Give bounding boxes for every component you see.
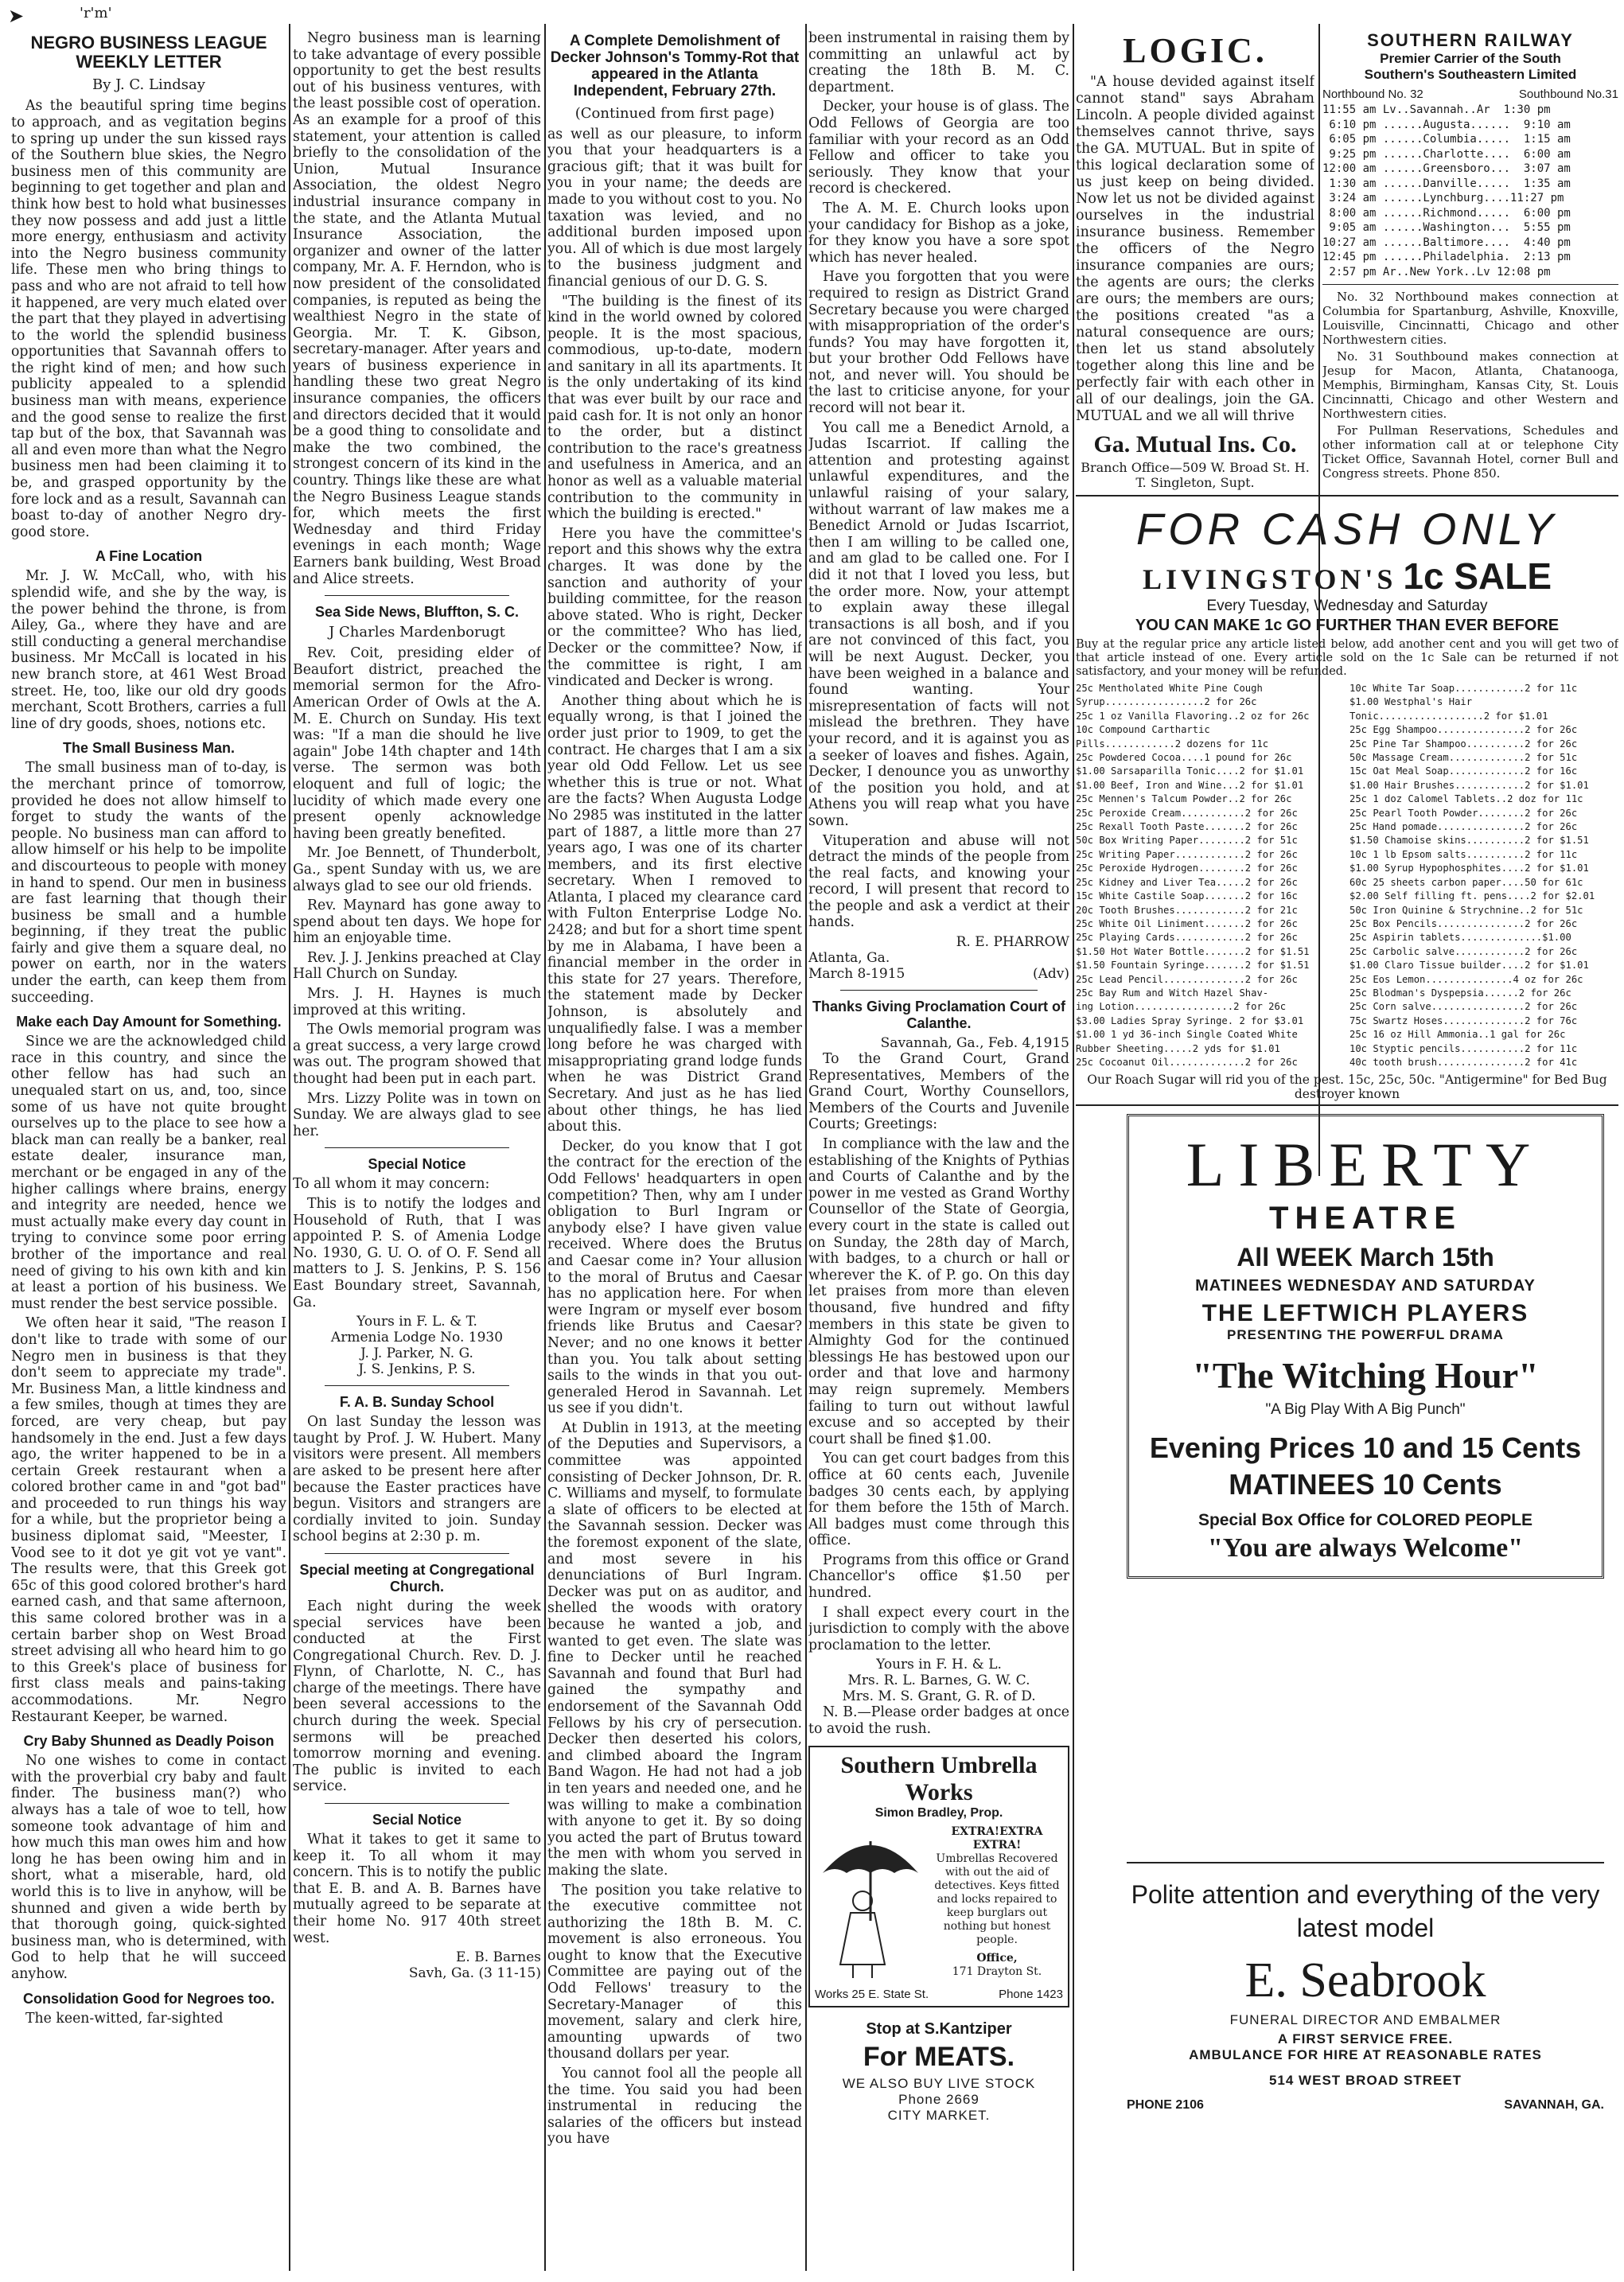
price-item: 25c Box Pencils...............2 for 26c <box>1349 917 1578 929</box>
divider <box>325 1147 509 1148</box>
signature-line: R. E. PHARROW <box>956 934 1069 951</box>
railway-ad <box>1322 30 1618 508</box>
umbrella-ad-extra: EXTRA!EXTRA EXTRA! <box>951 1824 1043 1852</box>
paragraph: I shall expect every court in the jurisdiction to comply with the above proclamation to the letter. <box>808 1604 1069 1653</box>
subhead: F. A. B. Sunday School <box>339 1394 495 1411</box>
sale-tagline: YOU CAN MAKE 1c GO FURTHER THAN EVER BEFORE <box>1135 617 1560 634</box>
price-item: 25c 1 doz Calomel Tablets..2 doz for 11c <box>1349 793 1583 805</box>
column-2 <box>293 30 541 2268</box>
price-item: 25c Bay Rum and Witch Hazel Shav- <box>1076 987 1269 999</box>
paragraph: The Owls memorial program was a great success, a very large crowd was out. The program showed that thought had been put in each part. <box>293 1022 541 1088</box>
paragraph: Rev. J. J. Jenkins preached at Clay Hall Church on Sunday. <box>293 949 541 983</box>
column-rule <box>544 24 546 2271</box>
divider <box>325 1803 509 1804</box>
dateline: Savannah, Ga., Feb. 4,1915 <box>880 1035 1069 1052</box>
livingston-name: LIVINGSTON'S <box>1142 563 1397 595</box>
paragraph: Decker, do you know that I got the contract for the erection of the Odd Fellows' headquarters in open competition? Then, why am I under obligation to Burl Ingram or anybody else? I have given value received. Where does the Brutus and Caesar come in? Your allusion to the moral of Brutus and Caesar has no application here. For when were Ingram or myself ever bosom friends like Brutus and Caesar? Never; and no one knows it better than you. You talk about setting sails to the winds in that you out-generaled Herod in Savannah. Let us see if you didn't. <box>547 1138 802 1417</box>
ga-mutual-branch: Branch Office—509 W. Broad St. H. T. Singleton, Supt. <box>1081 460 1310 490</box>
railway-title: SOUTHERN RAILWAY <box>1367 30 1574 50</box>
seabrook-service: A FIRST SERVICE FREE. <box>1277 2031 1454 2046</box>
umbrella-ad-address: 171 Drayton St. <box>952 1965 1042 1978</box>
railway-timetable <box>1322 103 1618 279</box>
paragraph: Decker, your house is of glass. The Odd Fellows of Georgia are too familiar with your record as an Odd Fellow and officer to take you seriously. They know that your record is checkered. <box>808 99 1069 197</box>
liberty-matinees: MATINEES WEDNESDAY AND SATURDAY <box>1195 1277 1536 1295</box>
price-item: Syrup.................2 for 26c <box>1076 696 1257 708</box>
timetable-row: 11:55 am Lv..Savannah..Ar 1:30 pm <box>1322 103 1551 116</box>
paragraph: Mrs. J. H. Haynes is much improved at this writing. <box>293 986 541 1018</box>
meats-ad-headline: For MEATS. <box>863 2041 1015 2072</box>
paragraph: Here you have the committee's report and this shows why the extra charges. It was done by the sanction and authority of your building committee, for the reason above stated. Who is right, Decker or the committee? Who has lied, Decker or the committee? Now, if the committee is right, I am vindicated and Decker is wrong. <box>547 525 802 690</box>
price-item: 25c Egg Shampoo...............2 for 26c <box>1349 724 1578 736</box>
price-list-right <box>1349 682 1618 1069</box>
price-item: $1.00 Sarsaparilla Tonic....2 for $1.01 <box>1076 765 1304 777</box>
umbrella-ad-title: Southern Umbrella Works <box>840 1751 1038 1805</box>
umbrella-ad-phone: Phone 1423 <box>999 1987 1063 2001</box>
livingston-sale-line <box>1076 555 1618 598</box>
paragraph: In compliance with the law and the establishing of the Knights of Pythias and Courts of Calanthe and by the power in me vested as Grand Worthy Counsellor of the State of Georgia, every court in the state is called out on Sunday, the 28th day of March, with badges, to a church or hall or wherever the K. of P. go. On this day let praises from more than eleven thousand, five hundred and fifty members in this state be given to Almighty God for the continued blessings He has bestowed upon our order and that love and harmony may reign supremely. Members failing to turn out without lawful excuse and so accepted by their court shall be fined $1.00. <box>808 1136 1069 1447</box>
railway-note: No. 31 Southbound makes connection at Jesup for Macon, Atlanta, Chatanooga, Memphis, Birmingham, Kansas City, St. Louis Cincinnatti, Chicago and other Western and Northwestern cities. <box>1322 349 1618 421</box>
railway-subtitle: Premier Carrier of the South <box>1380 51 1561 66</box>
paragraph: To all whom it may concern: <box>293 1176 490 1193</box>
signature-line: Yours in F. H. & L. <box>876 1657 1002 1673</box>
price-item: 50c Box Writing Paper........2 for 51c <box>1076 835 1298 847</box>
liberty-box-office: Special Box Office for COLORED PEOPLE <box>1198 1511 1533 1529</box>
timetable-row: 6:05 pm ......Columbia..... 1:15 am <box>1322 133 1571 146</box>
umbrella-ad-office: Office, <box>976 1951 1018 1965</box>
liberty-theatre-ad <box>1127 1114 1604 1579</box>
meats-ad-phone: Phone 2669 <box>898 2091 979 2107</box>
seabrook-ambulance: AMBULANCE FOR HIRE AT REASONABLE RATES <box>1189 2047 1542 2062</box>
price-item: $1.00 Syrup Hypophosphites....2 for $1.01 <box>1349 863 1589 874</box>
timetable-row: 3:24 am ......Lynchburg....11:27 pm <box>1322 192 1564 204</box>
paragraph: As the beautiful spring time begins to approach, and as vegitation begins to spring up under the sun kissed rays of the Southern blue skies, the Negro business men of this community are beginning to get together and plan and think how best to hold what businesses they now possess and add just a little more energy, enthusiasm and activity into the Negro business community life. These men who bring things to pass and who are not afraid to tell how it happened, are very much elated over the part that they played in advertising to the world the splendid business opportunities that Savannah offers to the right kind of men; and how such publicity appealed to a splendid business man with means, experience and the good sense to realize the first tap but of the box, that Savannah was all and even more than what the Negro business men had been claiming it to be, and grasped opportunity by the fore lock and as a result, Savannah can boast to-day of another Negro dry-good store. <box>11 98 286 540</box>
column-rule <box>805 24 807 2271</box>
liberty-week: All WEEK March 15th <box>1236 1243 1494 1271</box>
paragraph: Another thing about which he is equally wrong, is that I joined the order just prior to 1909, to get the contract. He charges that I am a six year old Odd Fellow. Let us see whether this is true or not. What are the facts? When Augusta Lodge No 2985 was instituted in the latter part of 1887, a little more than 27 years ago, I was one of its charter members, and its first elective secretary. When I removed to Atlanta, I placed my clearance card with Fulton Enterprise Lodge No. 2428; and but for a short time spent by me in Alabama, I have been a financial member in the order in this state for 27 years. Therefore, the statement made by Decker Johnson, is absolutely and unqualifiedly false. I was a member long before he was charged with misappropriating grand lodge funds when he was District Grand Secretary. And just as he has lied about other things, he has lied about this. <box>547 692 802 1135</box>
liberty-theatre-word: THEATRE <box>1269 1201 1462 1236</box>
column-rule <box>1073 24 1074 2271</box>
byline: By J. C. Lindsay <box>92 76 205 94</box>
railway-note: No. 32 Northbound makes connection at Columbia for Spartanburg, Ashville, Knoxville, Louisville, Cincinnatti, Chicago and other Northwestern cities. <box>1322 290 1618 347</box>
price-item: $2.00 Self filling ft. pens....2 for $2.01 <box>1349 890 1595 902</box>
subhead: Secial Notice <box>372 1812 462 1828</box>
price-item: $1.00 Westphal's Hair <box>1349 696 1473 708</box>
signature-line: J. S. Jenkins, P. S. <box>358 1361 476 1378</box>
ga-mutual-company: Ga. Mutual Ins. Co. <box>1093 431 1297 458</box>
price-item: 40c tooth brush...............2 for 41c <box>1349 1056 1578 1068</box>
one-cent-sale: 1c SALE <box>1403 555 1552 597</box>
signature-line: Savh, Ga. (3 11-15) <box>408 1965 541 1982</box>
price-item: 25c Carbolic salve............2 for 26c <box>1349 945 1578 957</box>
place-line: Atlanta, Ga. <box>808 950 890 967</box>
meats-ad-line: Stop at S.Kantziper <box>866 2019 1012 2038</box>
meats-ad-line: WE ALSO BUY LIVE STOCK <box>842 2075 1036 2091</box>
paragraph: We often hear it said, "The reason I don't like to trade with some of our Negro men in business is that they don't seem to appreciate my trade". Mr. Business Man, a little kindness and a few smiles, though at times they are forced, are very cheap, but pay handsomely in the end. Just a few days ago, the writer happened to be in a certain Greek restaurant when a colored brother came in and "got bad" and proceeded to run things his way for a while, but the proprietor being a business diplomat said, "Meester, I Vood see to it dot ye git vot ye vant". The results were, that this Greek got 65c of this good colored brother's hard earned cash, and that same afternoon, this same colored brother was in a certain barber shop on West Broad street advising all who heard him to go to this Greek's place of business for first class meals and pains-taking accommodations. Mr. Negro Restaurant Keeper, be warned. <box>11 1315 286 1725</box>
price-item: 25c Hand pomade...............2 for 26c <box>1349 821 1578 833</box>
byline: J Charles Mardenborugt <box>329 624 505 641</box>
paragraph: Since we are the acknowledged child race in this country, and since the other fellow has had such an unequaled start on us, and, too, since some of us have not quite brought ourselves up to the place to see how a black man can really be a banker, real estate dealer, insurance man, merchant or be engaged in any of the higher callings where brains, energy and integrity are needed, hence we must actually make every day count in trying to convince some poor erring brother of the importance and real need of giving to his own kith and kin at least a portion of his business. We must render the best service possible. <box>11 1034 286 1312</box>
timetable-row: 12:45 pm ......Philadelphia. 2:13 pm <box>1322 251 1571 263</box>
seabrook-footer <box>1127 2098 1604 2113</box>
paragraph: You can get court badges from this office at 60 cents each, Juvenile badges 30 cents each, by applying for them before the 15th of March. All badges must come through this office. <box>808 1451 1069 1549</box>
divider <box>325 595 509 596</box>
railway-note: For Pullman Reservations, Schedules and other information call at or telephone City Ticket Office, Savannah Hotel, corner Bull and Congress streets. Phone 850. <box>1322 423 1618 481</box>
railway-table-header <box>1322 88 1618 101</box>
timetable-row: 9:05 am ......Washington... 5:55 pm <box>1322 221 1571 234</box>
paragraph: Mr. Joe Bennett, of Thunderbolt, Ga., spent Sunday with us, we are always glad to see our old friends. <box>293 845 541 894</box>
umbrella-girl-illustration-icon <box>815 1825 926 1984</box>
liberty-players: THE LEFTWICH PLAYERS <box>1201 1300 1529 1326</box>
signature-line: E. B. Barnes <box>455 1949 541 1966</box>
price-item: 10c Styptic pencils...........2 for 11c <box>1349 1042 1578 1054</box>
paragraph: Rev. Coit, presiding elder of Beaufort district, preached the memorial sermon for the Afro-American Order of Owls at the A. M. E. Church on Sunday. His text was: "If a man die should he live again" Jobe 14th chapter and 14th verse. The sermon was both eloquent and full of logic; the lucidity of which made every one present openly acknowledge having been greatly benefited. <box>293 645 541 842</box>
price-item: 25c Corn salve................2 for 26c <box>1349 1001 1578 1013</box>
price-item: Tonic..................2 for $1.01 <box>1349 710 1548 722</box>
divider <box>325 1553 509 1554</box>
paragraph: What it takes to get it same to keep it. To all whom it may concern. This is to notify the public that E. B. and A. B. Barnes have mutually agreed to be separate at their home No. 917 40th street west. <box>293 1832 541 1946</box>
seabrook-city: SAVANNAH, GA. <box>1504 2098 1604 2112</box>
umbrella-ad-works: Works 25 E. State St. <box>815 1987 929 2001</box>
headline-business-league: NEGRO BUSINESS LEAGUE WEEKLY LETTER <box>30 33 267 72</box>
column-rule <box>289 24 290 2271</box>
roach-sugar-note: Our Roach Sugar will rid you of the pest. 15c, 25c, 50c. "Antigermine" for Bed Bug destroyer known <box>1087 1073 1607 1102</box>
meats-ad-market: CITY MARKET. <box>887 2107 991 2123</box>
liberty-evening-prices: Evening Prices 10 and 15 Cents <box>1149 1431 1582 1464</box>
timetable-row: 1:30 am ......Danville..... 1:35 am <box>1322 177 1571 190</box>
logic-ad-title: LOGIC. <box>1123 31 1268 70</box>
price-item: 25c Pearl Tooth Powder........2 for 26c <box>1349 807 1578 819</box>
adv-mark: (Adv) <box>1032 966 1069 983</box>
folio-mark: 'r'm' <box>80 5 112 21</box>
price-item: 15c Oat Meal Soap.............2 for 16c <box>1349 765 1578 777</box>
subhead: Consolidation Good for Negroes too. <box>23 1990 275 2007</box>
subhead: Make each Day Amount for Something. <box>16 1014 282 1030</box>
liberty-matinee-price: MATINEES 10 Cents <box>1229 1468 1502 1501</box>
price-item: $1.50 Chamoise skins..........2 for $1.51 <box>1349 835 1589 847</box>
liberty-name: LIBERTY <box>1186 1130 1545 1199</box>
price-item: 60c 25 sheets carbon paper....50 for 61c <box>1349 876 1583 888</box>
paragraph: Programs from this office or Grand Chancellor's office $1.50 per hundred. <box>808 1552 1069 1602</box>
price-list-left <box>1076 682 1345 1069</box>
paragraph: The small business man of to-day, is the merchant prince of tomorrow, provided he does not allow himself to forget to study the wants of the people. No business man can afford to allow himself or his help to be impolite and discourteous to people with money in hand to spend. Our men in business are fast learning that though their business be small and a humble beginning, if they treat the public fairly and give them a square deal, no power on earth, nor in the waters under the earth, can keep them from succeeding. <box>11 760 286 1006</box>
price-item: 10c 1 lb Epsom salts..........2 for 11c <box>1349 848 1578 860</box>
subhead: Sea Side News, Bluffton, S. C. <box>314 604 520 621</box>
price-item: 10c White Tar Soap............2 for 11c <box>1349 683 1578 694</box>
corner-mark: ➤ <box>8 5 25 27</box>
price-item: 25c Aspirin tablets..............$1.00 <box>1349 932 1571 944</box>
umbrella-ad-body <box>815 1825 1063 1984</box>
date: March 8-1915 <box>808 966 905 983</box>
paragraph: Mr. J. W. McCall, who, with his splendid wife, and she by the way, is the power behind the throne, is from Ailey, Ga., where they have and are still conducting a general merchandise business. Mr McCall is located in his new branch store, at 461 West Broad street. He, too, like our old dry goods merchant, Scott Brothers, carries a full line of dry goods, shoes, notions etc. <box>11 568 286 732</box>
sale-days: Every Tuesday, Wednesday and Saturday <box>1206 598 1488 614</box>
price-item: Pills............2 dozens for 11c <box>1076 738 1269 750</box>
price-item: $1.00 Beef, Iron and Wine...2 for $1.01 <box>1076 779 1304 791</box>
divider <box>840 990 1038 991</box>
paragraph: The A. M. E. Church looks upon your candidacy for Bishop as a joke, for they know you have a sore spot which has never healed. <box>808 200 1069 266</box>
paragraph: Negro business man is learning to take advantage of every possible opportunity to get the best results out of his business ventures, with the least possible cost of operation. As an example for a proof of this statement, your attention is called briefly to the consolidation of the Union, Mutual Insurance Association, the oldest Negro industrial insurance company in the state, and the Atlanta Mutual Insurance Association, the organizer and owner of the latter company, Mr. A. F. Herndon, who is now president of the consolidated companies, is reputed as being the wealthiest Negro in the state of Georgia. Mr. T. K. Gibson, secretary-manager. After years and years of business experience in handling these two great Negro insurance companies, the officers and directors decided that it would be a good thing to consolidate and make the two combined, the strongest concern of its kind in the country. Things like these are what the Negro Business League stands for, which meets the first Wednesday and third Friday evenings in each month; Wage Earners bank building, West Broad and Alice streets. <box>293 30 541 587</box>
subhead: Cry Baby Shunned as Deadly Poison <box>23 1733 275 1750</box>
price-item: $1.50 Fountain Syringe.......2 for $1.51 <box>1076 960 1310 972</box>
southbound-label: Southbound No.31 <box>1518 88 1618 101</box>
price-item: 25c Rexall Tooth Paste.......2 for 26c <box>1076 821 1298 833</box>
price-item: 50c Massage Cream.............2 for 51c <box>1349 752 1578 764</box>
column-3 <box>547 30 802 2268</box>
umbrella-ad-footer <box>815 1988 1063 2001</box>
timetable-row: 6:10 pm ......Augusta...... 9:10 am <box>1322 118 1571 131</box>
kantziper-meats-ad <box>808 2020 1069 2124</box>
seabrook-polite: Polite attention and everything of the very latest model <box>1131 1880 1600 1942</box>
liberty-presenting: PRESENTING THE POWERFUL DRAMA <box>1227 1327 1504 1342</box>
seabrook-title: FUNERAL DIRECTOR AND EMBALMER <box>1229 2012 1501 2027</box>
price-item: 25c Lead Pencil..............2 for 26c <box>1076 973 1298 985</box>
subhead: The Small Business Man. <box>62 740 236 757</box>
price-list <box>1076 682 1618 1069</box>
price-item: $3.00 Ladies Spray Syringe. 2 for $3.01 <box>1076 1014 1304 1026</box>
timetable-row: 10:27 am ......Baltimore.... 4:40 pm <box>1322 236 1571 249</box>
signature-line: J. J. Parker, N. G. <box>360 1345 473 1362</box>
liberty-welcome: "You are always Welcome" <box>1207 1533 1524 1563</box>
paragraph: Vituperation and abuse will not detract the minds of the people from the real facts, and knowing your record, I will present that record to the people and ask a verdict at their hands. <box>808 832 1069 931</box>
subhead: Thanks Giving Proclamation Court of Calanthe. <box>812 999 1066 1032</box>
subhead: Special Notice <box>368 1156 466 1173</box>
price-item: 25c 1 oz Vanilla Flavoring..2 oz for 26c <box>1076 710 1310 722</box>
paragraph: Rev. Maynard has gone away to spend about ten days. We hope for him an enjoyable time. <box>293 898 541 947</box>
column-4 <box>808 30 1069 2268</box>
logic-ad-body: "A house devided against itself cannot stand" says Abraham Lincoln. A people divided against themselves cannot thrive, says the GA. MUTUAL. But in spite of this logical declaration some of us just keep on being divided. Now let us not be divided against ourselves in the industrial insurance business. Remember the officers of the Negro insurance companies are ours; the agents are ours; the clerks are ours; the members are ours; the positions created "as a natural consequence are ours; then let us stand absolutely together along this line and be perfectly fair with each other in all of our dealings, join the GA. MUTUAL and we all will thrive <box>1076 74 1314 424</box>
paragraph: The position you take relative to the executive committee not authorizing the 18th B. M. C. movement is also erroneous. You ought to know that the Executive Committee are paying out of the Odd Fellows' treasury to the Secretary-Manager of this movement, salary and clerk hire, amounting upwards of two thousand dollars per year. <box>547 1882 802 2062</box>
paragraph: Mrs. Lizzy Polite was in town on Sunday. We are always glad to see her. <box>293 1090 541 1139</box>
signature-line: Yours in F. L. & T. <box>356 1314 477 1330</box>
paragraph: No one wishes to come in contact with the proverbial cry baby and fault finder. The business man(?) who always has a tale of woe to tell, how someone took advantage of him and how much this man owes him and how long he has been owing him and in short, what a miserable, hard, old world this is to live in anyhow, will be shunned and given a wide berth by that thorough going, quick-sighted business man, who is determined, with God to help that he will succeed anyhow. <box>11 1753 286 1982</box>
signature-line: Mrs. M. S. Grant, G. R. of D. <box>842 1688 1036 1705</box>
subhead: Special meeting at Congregational Church. <box>299 1561 535 1595</box>
paragraph: as well as our pleasure, to inform you that your headquarters is a gracious gift; that it was built for you in your name; the deeds are made to you without cost to you. No taxation was levied, and no additional burden imposed upon you. All of which is due most largely to the business judgment and financial genious of our D. G. S. <box>547 126 802 290</box>
price-item: 25c Writing Paper............2 for 26c <box>1076 848 1298 860</box>
paragraph: "The building is the finest of its kind in the world owned by colored people. It is the most spacious, commodious, up-to-date, modern and sanitary in all its apartments. It is the only undertaking of its kind that was ever built by our race and paid cash for. It is not only an honor to the order, but a distinct contribution to the race's greatness and usefulness in America, and an honor as well as a valuable material contribution to the community in which the building is erected." <box>547 293 802 523</box>
paragraph: This is to notify the lodges and Household of Ruth, that I was appointed P. S. of Amenia Lodge No. 1930, G. U. O. of O. F. Send all matters to J. S. Jenkins, P. S. 156 East Boundary street, Savannah, Ga. <box>293 1196 541 1310</box>
timetable-row: 12:00 am ......Greensboro... 3:07 am <box>1322 162 1571 175</box>
umbrella-works-ad <box>808 1746 1069 2007</box>
railway-subtitle: Southern's Southeastern Limited <box>1364 67 1577 82</box>
price-item: 20c Tooth Brushes............2 for 21c <box>1076 904 1298 916</box>
timetable-row: 9:25 pm ......Charlotte.... 6:00 am <box>1322 147 1571 161</box>
price-item: 25c Cocoanut Oil.............2 for 26c <box>1076 1056 1298 1068</box>
price-item: 50c Iron Quinine & Strychnine..2 for 51c <box>1349 904 1583 916</box>
umbrella-ad-proprietor: Simon Bradley, Prop. <box>874 1805 1003 1820</box>
seabrook-name: E. Seabrook <box>1244 1953 1486 2007</box>
paragraph: To the Grand Court, Grand Representatives, Members of the Grand Court, Worthy Counsellors, Members of the Courts and Juvenile Courts; Greetings: <box>808 1051 1069 1133</box>
price-item: $1.00 Hair Brushes............2 for $1.01 <box>1349 779 1589 791</box>
price-item: 25c Playing Cards............2 for 26c <box>1076 932 1298 944</box>
cash-only-headline: FOR CASH ONLY <box>1135 504 1559 554</box>
paragraph: At Dublin in 1913, at the meeting of the Deputies and Supervisors, a committee was appointed consisting of Decker Johnson, Dr. R. C. Williams and myself, to formulate a slate of officers to be elected at the Savannah session. Decker was the foremost exponent of the slate, and most severe in his denunciations of Burl Ingram. Decker was put on as auditor, and shelled the woods with oratory because he wanted a job, and wanted to get even. The slate was fine to Decker until he reached Savannah and found that Burl had gained the sympathy and endorsement of the Savannah Odd Fellows by his cry of persecution. Decker then deserted his colors, and climbed aboard the Ingram Band Wagon. He had not had a job in ten years and needed one, and he was willing to make a combination with anyone to get it. By so doing you acted the part of Brutus toward the men with whom you served in making the slate. <box>547 1419 802 1879</box>
paragraph: On last Sunday the lesson was taught by Prof. J. W. Hubert. Many visitors were present. All members are asked to be present here after because the Easter practices have begun. Visitors and strangers are cordially invited to join. Sunday school begins at 2:30 p. m. <box>293 1414 541 1545</box>
paragraph: Have you forgotten that you were required to resign as District Grand Secretary because you were charged with misappropriation of the order's funds? You may have forgotten it, but your brother Odd Fellows have not, and never will. You should be the last to criticise anyone, for your record will not bear it. <box>808 269 1069 417</box>
liberty-ad-box <box>1127 1114 1604 1579</box>
column-1 <box>11 30 286 2268</box>
subhead: A Fine Location <box>95 548 203 565</box>
paragraph: been instrumental in raising them by committing an unlawful act by creating the 18th B. M. C. department. <box>808 30 1069 95</box>
price-item: 25c Kidney and Liver Tea.....2 for 26c <box>1076 876 1298 888</box>
date-line <box>808 966 1069 982</box>
seabrook-ad <box>1127 1862 1604 2113</box>
price-item: 25c Peroxide Cream...........2 for 26c <box>1076 807 1298 819</box>
sale-description: Buy at the regular price any article listed below, add another cent and you will get two of that article instead of one. Every article sold on the 1c Sale can be returned if not satisfactory, and your money will be refunded. <box>1076 638 1618 678</box>
divider <box>325 1385 509 1386</box>
paragraph: Each night during the week special services have been conducted at the First Congregational Church. Rev. D. J. Flynn, of Charlotte, N. C., has charge of the meetings. There have been several accessions to the church during the week. Special sermons will be preached tomorrow morning and evening. The public is invited to each service. <box>293 1598 541 1795</box>
price-item: 15c White Castile Soap.......2 for 16c <box>1076 890 1298 902</box>
signature-line: Mrs. R. L. Barnes, G. W. C. <box>847 1673 1030 1689</box>
continued-note: (Continued from first page) <box>574 104 775 122</box>
price-item: $1.50 Hot Water Bottle.......2 for $1.51 <box>1076 945 1310 957</box>
price-item: $1.00 1 yd 36-inch Single Coated White <box>1076 1029 1298 1041</box>
price-item: 25c Pine Tar Shampoo..........2 for 26c <box>1349 738 1578 750</box>
paragraph: The keen-witted, far-sighted <box>25 2010 224 2027</box>
price-item: $1.00 Claro Tissue builder....2 for $1.01 <box>1349 960 1589 972</box>
paragraph: You cannot fool all the people all the time. You said you had been instrumental in reducing the salaries of the officers but instead you have <box>547 2066 802 2148</box>
paragraph: N. B.—Please order badges at once to avoid the rush. <box>808 1704 1069 1738</box>
liberty-tagline: "A Big Play With A Big Punch" <box>1265 1401 1466 1418</box>
price-item: 25c Mentholated White Pine Cough <box>1076 683 1263 694</box>
price-item: 25c White Oil Liniment.......2 for 26c <box>1076 917 1298 929</box>
umbrella-ad-text: Umbrellas Recovered with out the aid of detectives. Keys fitted and locks repaired to keep burglars out nothing but honest people. <box>934 1852 1060 1946</box>
price-item: 25c 16 oz Hill Ammonia..1 gal for 26c <box>1349 1029 1566 1041</box>
headline-demolishment: A Complete Demolishment of Decker Johnson's Tommy-Rot that appeared in the Atlanta Independent, February 27th. <box>550 33 800 99</box>
umbrella-ad-text-block <box>931 1825 1063 1984</box>
liberty-play-title: "The Witching Hour" <box>1192 1355 1539 1396</box>
price-item: Rubber Sheeting.....2 yds for $1.01 <box>1076 1042 1280 1054</box>
price-item: 25c Peroxide Hydrogen........2 for 26c <box>1076 863 1298 874</box>
livingston-ad <box>1076 495 1618 1106</box>
price-item: 75c Swartz Hoses..............2 for 76c <box>1349 1014 1578 1026</box>
signature-line: Armenia Lodge No. 1930 <box>330 1330 504 1346</box>
price-item: 25c Eos Lemon...............4 oz for 26c <box>1349 973 1583 985</box>
price-item: 25c Powdered Cocoa....1 pound for 26c <box>1076 752 1292 764</box>
price-item: 25c Blodman's Dyspepsia......2 for 26c <box>1349 987 1571 999</box>
paragraph: You call me a Benedict Arnold, a Judas Iscarriot. If calling the attention and protesting against unlawful expenditures, and the unlawful raising of your salary, without warrant of law makes me a Benedict Arnold or Judas Iscarriot, then I am willing to be called one, and am glad to be called one. For I did it not that I loved you less, but the order more. Now, your attempt to explain away these illegal transactions is all bosh, and if you are not convinced of this fact, you will be next August. Decker, you have been weighed in a balance and found wanting. Your misrepresentation of facts will not mislead the brethren. They have your record, and it is against you as a seeker of loaves and fishes. Again, Decker, I denounce you as unworthy of the position you hold, and at Athens you will reap what you have sown. <box>808 419 1069 829</box>
timetable-row: 8:00 am ......Richmond..... 6:00 pm <box>1322 206 1571 220</box>
seabrook-street: 514 WEST BROAD STREET <box>1268 2073 1462 2088</box>
seabrook-phone: PHONE 2106 <box>1127 2098 1204 2112</box>
price-item: 25c Mennen's Talcum Powder..2 for 26c <box>1076 793 1292 805</box>
price-item: ing Lotion.................2 for 26c <box>1076 1001 1287 1013</box>
northbound-label: Northbound No. 32 <box>1322 88 1423 101</box>
price-item: 10c Compound Carthartic <box>1076 724 1210 736</box>
timetable-row: 2:57 pm Ar..New York..Lv 12:08 pm <box>1322 265 1551 278</box>
